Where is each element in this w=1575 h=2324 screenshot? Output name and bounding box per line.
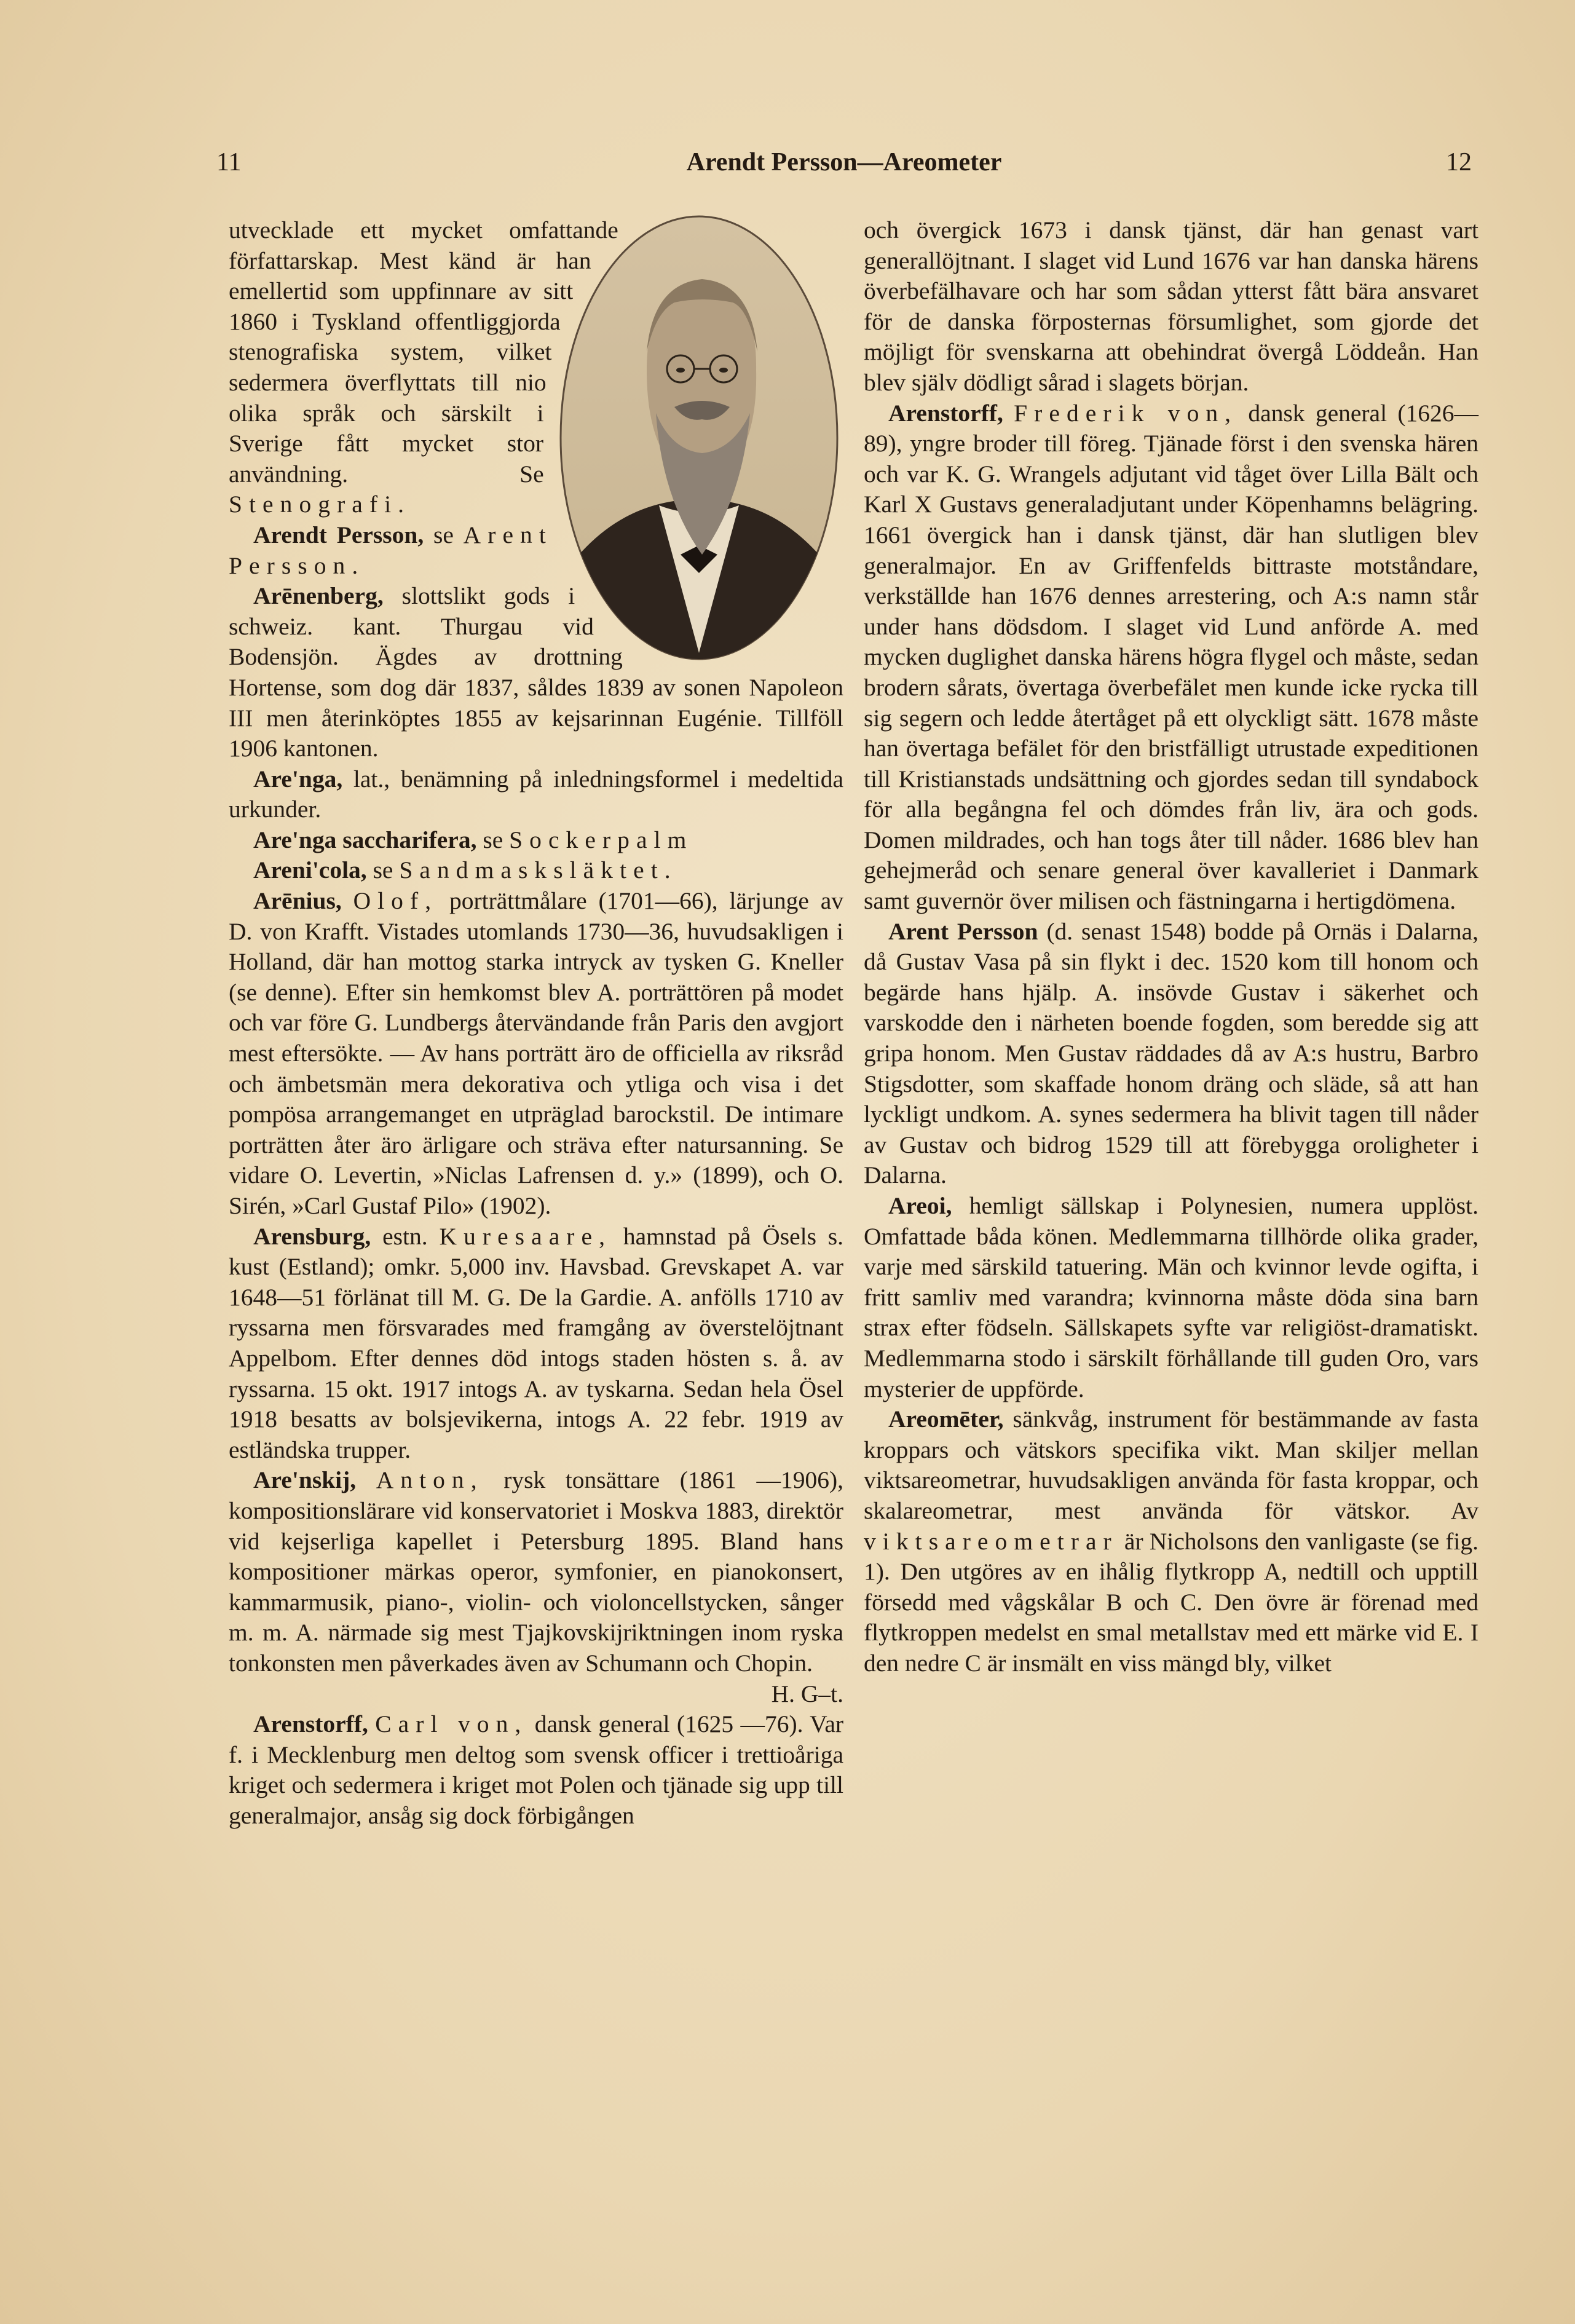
headword: Areoi, [888, 1192, 952, 1219]
entry-arenius: Arēnius, Olof, porträttmålare (1701—66), lärjunge av D. von Krafft. Vistades utomlands 1730—36, huvudsakligen i Holland, där han mottog starka intryck av tysken G. Kneller (se denne). Efter sin hemkomst blev A. porträttören på modet och var före G. Lundbergs återvändande från Paris den avgjort mest eftersökte. — Av hans porträtt äro de officiella av riksråd och ämbetsmän mera dekorativa och ytliga och visa i det pompösa arrangemanget en utpräglad barockstil. De intimare porträtten åter äro ärligare och sträva efter natursanning. Se vidare O. Levertin, »Niclas Lafrensen d. y.» (1899), och O. Sirén, »Carl Gustaf Pilo» (1902). [229, 887, 843, 1219]
entry-arenga-saccharifera: Are'nga saccharifera, se Sockerpalm [253, 826, 693, 853]
cross-reference: Sockerpalm [509, 826, 693, 853]
headword: Areomēter, [888, 1405, 1004, 1433]
headword: Arent Persson [888, 917, 1038, 945]
entry-arenga: Are'nga, lat., benämning på inledningsformel i medeltida urkunder. [229, 765, 844, 823]
headword: Arensburg, [253, 1222, 371, 1250]
entry-arenenberg: Arēnenberg, slottslikt gods i schweiz. kant. Thurgau vid Bodensjön. Ägdes av drottning Hortense, som dog där 1837, såldes 1839 av sonen Napoleon III men återinköptes 1855 av kejsarinnan Eugénie. Tillföll 1906 kantonen. [229, 582, 843, 762]
portrait-engraving [555, 210, 843, 665]
headword: Are'nga saccharifera, [253, 826, 477, 853]
right-column [864, 215, 1478, 1679]
entry-arenstorff-frederik: Arenstorff, Frederik von, dansk general (1626—89), yngre broder till föreg. Tjänade först i den svenska hären och var K. G. Wrangels adjutant vid tåget över Lilla Bält och Karl X Gustavs generaladjutant under Köpenhamns belägring. 1661 övergick han i dansk tjänst, där han slutligen blev generalmajor. En av Griffenfelds bittraste motståndare, verkställde han 1676 dennes arrestering, och A:s namn står under hans dödsdom. I slaget vid Lund anförde A. med mycken duglighet danska härens högra flygel och måste, sedan brodern sårats, övertaga överbefälet men kunde icke rycka till sig segern och ledde återtåget på ett olyckligt sätt. 1678 måste han övertaga befälet för den bristfälligt utrustade expeditionen till Kristianstads undsättning och gjordes sedan till syndabock för alla begångna fel och dömdes från liv, ära och gods. Domen mildrades, och han togs åter till nåder. 1686 blev han gehejmeråd och senare general över kavalleriet i Danmark samt guvernör över milisen och fästningarna i hertigdömena. [864, 399, 1478, 915]
entry-areometer: Areomēter, sänkvåg, instrument för bestämmande av fasta kroppars och vätskors specifika vikt. Man skiljer mellan viktsareometrar, huvudsakligen använda för fasta kroppar, och skalareometrar, mest använda för vätskor. Av viktsareometrar är Nicholsons den vanligaste (se fig. 1). Den utgöres av en ihålig flytkropp A, nedtill och upptill försedd med vågskålar B och C. Den övre är förenad med flytkroppen medelst en smal metallstav med ett märke vid E. I den nedre C är insmält en viss mängd bly, vilket [864, 1405, 1479, 1677]
headword: Arendt Persson, [253, 521, 424, 548]
headword: Arenstorff, [888, 399, 1003, 427]
headword: Arēnenberg, [253, 582, 384, 610]
running-header [216, 148, 1472, 184]
page-number-left: 11 [216, 148, 242, 176]
cross-reference: Stenografi. [229, 491, 411, 518]
entry-arensburg: Arensburg, estn. Kuresaare, hamnstad på Ösels s. kust (Estland); omkr. 5,000 inv. Havsbad. Grevskapet A. var 1648—51 förlänat till M. G. De la Gardie. A. anfölls 1710 av ryssarna men försvarades med framgång av överstelöjtnant Appelbom. Efter dennes död intogs staden hösten s. å. av ryssarna. 15 okt. 1917 intogs A. av tyskarna. Sedan hela Ösel 1918 besatts av bolsjevikerna, intogs A. 22 febr. 1919 av estländska trupper. [229, 1222, 844, 1463]
entry-continuation: och övergick 1673 i dansk tjänst, där han genast vart generallöjtnant. I slaget vid Lund 1676 var han danska härens överbefälhavare och har som sådan ytterst fått bära ansvaret för de danska förposternas försumlighet, som gjorde det möjligt för svenskarna att obehindrat övergå Löddeån. Han blev själv dödligt sårad i slagets början. [864, 216, 1478, 396]
headword: Arenstorff, [253, 1710, 368, 1738]
running-title: Arendt Persson—Areometer [686, 148, 1002, 176]
entry-arenicola: Areni'cola, se Sandmasksläktet. [253, 856, 677, 884]
entry-areoi: Areoi, hemligt sällskap i Polynesien, numera upplöst. Omfattade båda könen. Medlemmarna tillhörde olika grader, varje med särskild tatuering. Män och kvinnor levde ogifta, i fritt samliv med varandra; kvinnorna måste döda sina barn strax efter födseln. Sällskapets syfte var religiöst-dramatiskt. Medlemmarna stodo i särskilt förhållande till guden Oro, vars mysterier de uppförde. [864, 1192, 1479, 1402]
left-column [229, 215, 843, 1831]
entry-arenstorff-carl: Arenstorff, Carl von, dansk general (1625 —76). Var f. i Mecklenburg men deltog som svensk officer i trettioåriga kriget och sedermera i kriget mot Polen och tjänade sig upp till generalmajor, ansåg sig dock förbigången [229, 1710, 844, 1829]
portrait-image [555, 210, 843, 665]
headword: Are'nga, [253, 765, 343, 792]
entry-arent-persson: Arent Persson (d. senast 1548) bodde på Ornäs i Dalarna, då Gustav Vasa på sin flykt i dec. 1520 kom till honom och begärde hans hjälp. A. insövde Gustav i säkerhet och varskodde den i närheten boende fogden, som beredde sig att gripa honom. Men Gustav räddades då av A:s hustru, Barbro Stigsdotter, som skaffade honom dräng och släde, så att han lyckligt undkom. A. synes sedermera ha blivit tagen till nåder av Gustav och bidrog 1529 till att förebygga oroligheter i Dalarna. [864, 917, 1478, 1189]
headword: Areni'cola, [253, 856, 367, 884]
headword: Arēnius, [253, 887, 342, 915]
entry-arenskij: Are'nskij, Anton, rysk tonsättare (1861 —1906), kompositionslärare vid konservatoriet i Moskva 1883, direktör vid kejserliga kapellet i Petersburg 1895. Bland hans kompositioner märkas operor, symfonier, en pianokonsert, kammarmusik, piano-, violin- och violoncellstycken, sånger m. m. A. närmade sig mest Tjajkovskijriktningen inom ryska tonkonsten men påverkades även av Schumann och Chopin. H. G–t. [229, 1465, 843, 1709]
headword: Are'nskij, [253, 1466, 357, 1494]
cross-reference: Arent Persson. [229, 521, 553, 579]
entry-continuation: utvecklade ett mycket omfattande författarskap. Mest känd är han emellertid som uppfinnare av sitt 1860 i Tyskland offentliggjorda stenografiska system, vilket sedermera överflyttats till nio olika språk och särskilt i Sverige fått mycket stor användning. Se Stenografi. [229, 216, 618, 518]
page-number-right: 12 [1446, 148, 1472, 176]
entry-arendt-persson: Arendt Persson, se Arent Persson. [229, 521, 553, 579]
author-signature: H. G–t. [771, 1680, 843, 1707]
cross-reference: Sandmasksläktet. [399, 856, 677, 884]
